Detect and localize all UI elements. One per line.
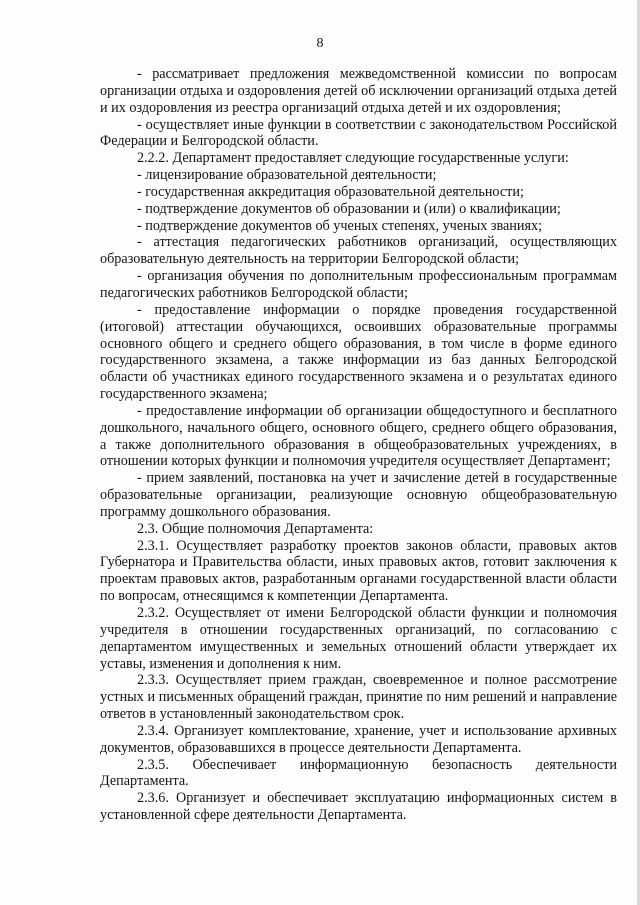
paragraph: 2.3.5. Обеспечивает информационную безопасность деятельности Департамента. (100, 756, 617, 790)
paragraph: - государственная аккредитация образовательной деятельности; (137, 183, 524, 200)
paragraph: 2.2.2. Департамент предоставляет следующие государственные услуги: (137, 150, 569, 167)
paragraph: - предоставление информации о порядке проведения государственной (итоговой) аттестации обучающихся, освоивших образовательные программы основного общего и среднего общего образования, в том числе в форме единого государственного экзамена, а также информации из баз данных Белгородской области об участниках единого государственного экзамена и о результатах единого государственного экзамена; (100, 301, 617, 403)
paragraph: - подтверждение документов об ученых степенях, ученых званиях; (137, 217, 543, 234)
paragraph: 2.3.3. Осуществляет прием граждан, своевременное и полное рассмотрение устных и письменных обращений граждан, принятие по ним решений и направление ответов в установленный законодательством срок. (100, 672, 617, 723)
paragraph: - рассматривает предложения межведомственной комиссии по вопросам организации отдыха и оздоровления детей об исключении организаций отдыха детей и их оздоровления из реестра организаций отдыха детей и их оздоровления; (100, 66, 617, 116)
paragraph: 2.3.2. Осуществляет от имени Белгородской области функции и полномочия учредителя в отношении государственных организаций, по согласованию с департаментом имущественных и земельных отношений области утверждает их уставы, изменения и дополнения к ним. (100, 605, 617, 672)
paragraph: - подтверждение документов об образовании и (или) о квалификации; (137, 200, 561, 217)
paragraph: 2.3.6. Организует и обеспечивает эксплуатацию информационных систем в установленной сфере деятельности Департамента. (100, 790, 617, 824)
paragraph: - осуществляет иные функции в соответствии с законодательством Российской Федерации и Белгородской области. (100, 116, 617, 150)
paragraph: - лицензирование образовательной деятельности; (137, 167, 437, 184)
page-number: 8 (316, 36, 324, 51)
paragraph: - аттестация педагогических работников организаций, осуществляющих образовательную деятельность на территории Белгородской области; (100, 234, 617, 268)
document-body (100, 66, 617, 824)
paragraph: 2.3.4. Организует комплектование, хранение, учет и использование архивных документов, образовавшихся в процессе деятельности Департамента. (100, 722, 617, 756)
paragraph: - прием заявлений, постановка на учет и зачисление детей в государственные образовательные организации, реализующие основную общеобразовательную программу дошкольного образования. (100, 470, 617, 520)
paragraph: - организация обучения по дополнительным профессиональным программам педагогических работников Белгородской области; (100, 268, 617, 301)
paragraph: - предоставление информации об организации общедоступного и бесплатного дошкольного, начального общего, основного общего, среднего общего образования, а также дополнительного образования в общеобразовательных учреждениях, в отношении которых функции и полномочия учредителя осуществляет Департамент; (100, 402, 617, 470)
paragraph: 2.3. Общие полномочия Департамента: (137, 520, 374, 537)
paragraph: 2.3.1. Осуществляет разработку проектов законов области, правовых актов Губернатора и Правительства области, иных правовых актов, готовит заключения к проектам правовых актов, разработанным органами государственной власти области по вопросам, отнесящимся к компетенции Департамента. (100, 537, 617, 605)
